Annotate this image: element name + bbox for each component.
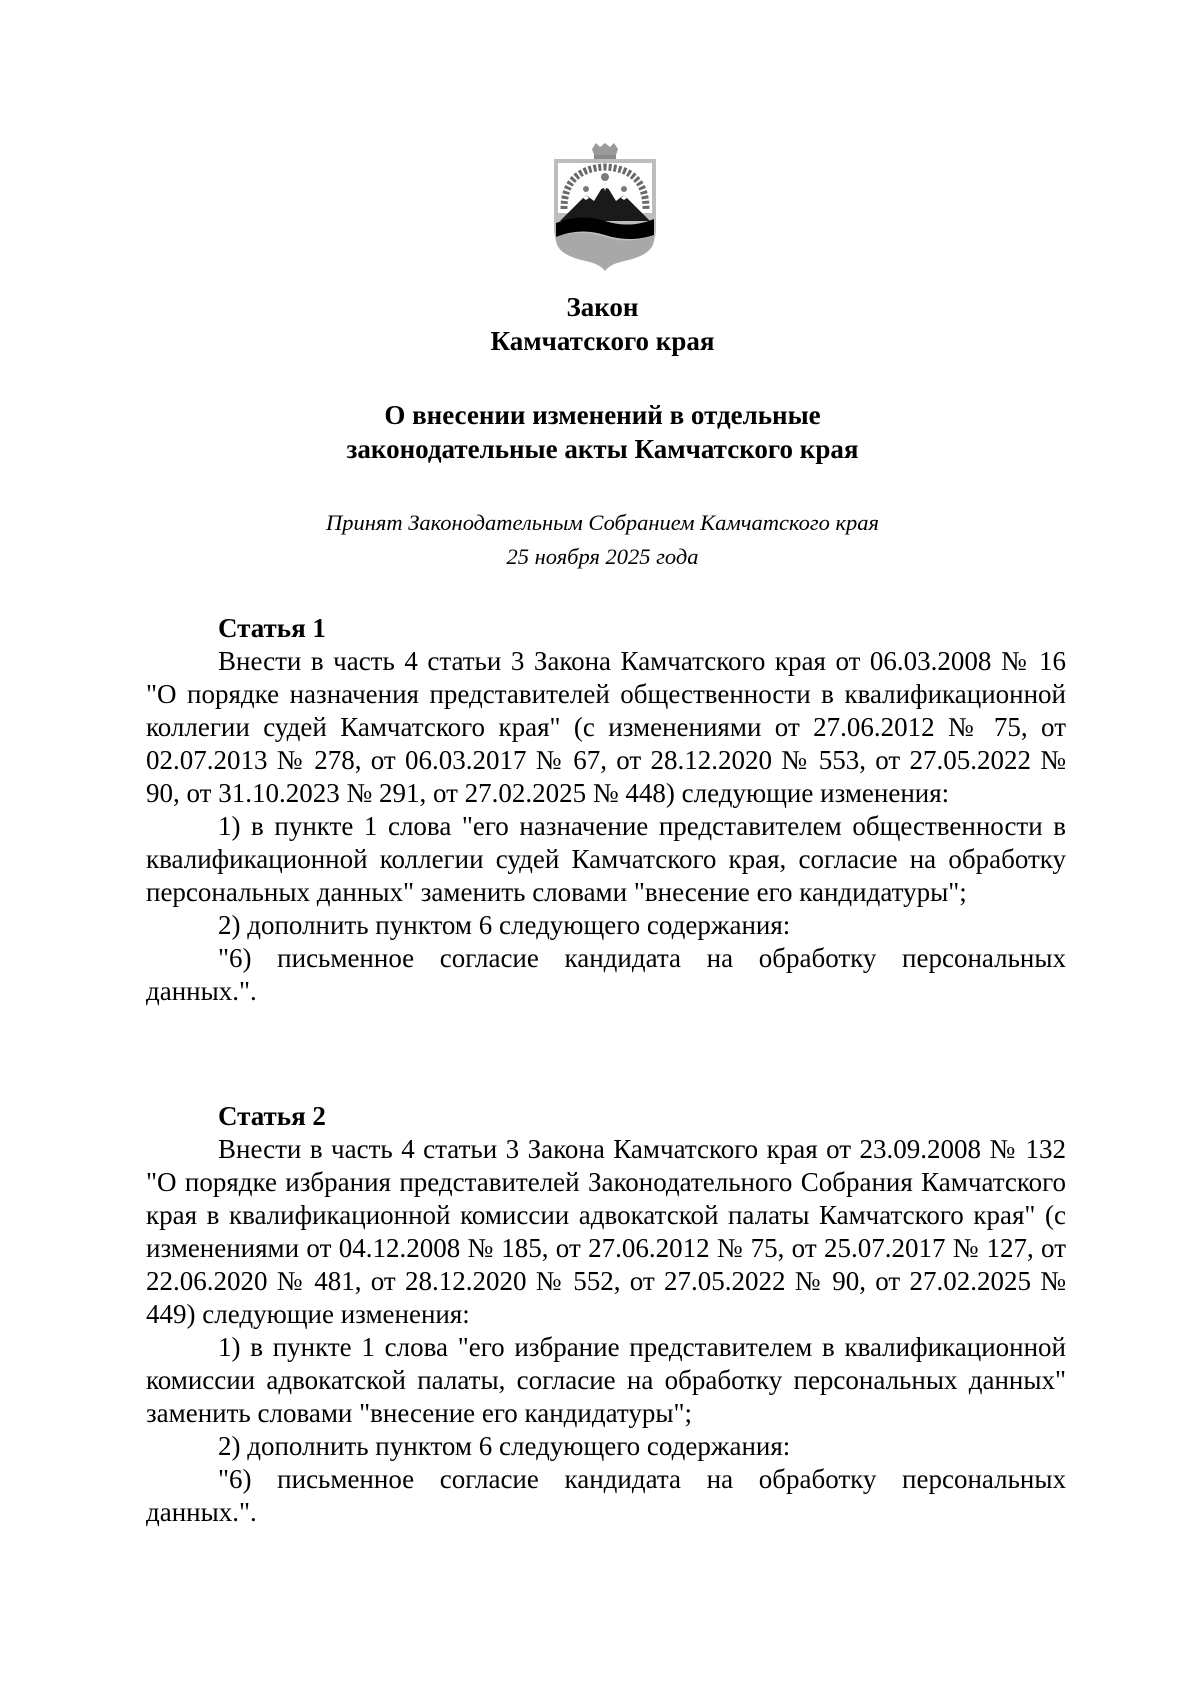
- article-heading: Статья 2: [218, 1101, 326, 1131]
- article-heading: Статья 1: [218, 613, 326, 643]
- article-paragraph: "6) письменное согласие кандидата на обработку персональных данных.".: [146, 1464, 1066, 1527]
- article-paragraph: Внести в часть 4 статьи 3 Закона Камчатского края от 23.09.2008 № 132 "О порядке избрания представителей Законодательного Собрания Камчатского края в квалификационной комиссии адвокатской палаты Камчатского края" (с изменениями от 04.12.2008 № 185, от 27.06.2012 № 75, от 25.07.2017 № 127, от 22.06.2020 № 481, от 28.12.2020 № 552, от 27.05.2022 № 90, от 27.02.2025 № 449) следующие изменения:: [146, 1134, 1066, 1329]
- article-2: [146, 1100, 1066, 1529]
- article-paragraph: 1) в пункте 1 слова "его избрание представителем в квалификационной комиссии адвокатской палаты, согласие на обработку персональных данных" заменить словами "внесение его кандидатуры";: [146, 1332, 1066, 1428]
- article-paragraph: "6) письменное согласие кандидата на обработку персональных данных.".: [146, 943, 1066, 1006]
- article-paragraph: Внести в часть 4 статьи 3 Закона Камчатского края от 06.03.2008 № 16 "О порядке назначения представителей общественности в квалификационной коллегии судей Камчатского края" (с изменениями от 27.06.2012 № 75, от 02.07.2013 № 278, от 06.03.2017 № 67, от 28.12.2020 № 553, от 27.05.2022 № 90, от 31.10.2023 № 291, от 27.02.2025 № 448) следующие изменения:: [146, 646, 1066, 808]
- law-title: [0, 290, 1200, 358]
- article-paragraph: 2) дополнить пунктом 6 следующего содержания:: [218, 910, 791, 940]
- article-paragraph: 1) в пункте 1 слова "его назначение представителем общественности в квалификационной коллегии судей Камчатского края, согласие на обработку персональных данных" заменить словами "внесение его кандидатуры";: [146, 811, 1066, 907]
- law-subject-line1: О внесении изменений в отдельные: [384, 400, 821, 430]
- law-subject: [0, 398, 1200, 466]
- kamchatka-coat-of-arms-icon: [550, 143, 660, 271]
- law-title-line1: Закон: [566, 292, 639, 322]
- article-1: [146, 612, 1066, 1008]
- law-title-line2: Камчатского края: [490, 326, 715, 356]
- law-subject-line2: законодательные акты Камчатского края: [346, 434, 859, 464]
- adoption-note: [0, 506, 1200, 574]
- adoption-note-line1: Принят Законодательным Собранием Камчатского края: [326, 510, 879, 535]
- article-paragraph: 2) дополнить пунктом 6 следующего содержания:: [218, 1431, 791, 1461]
- adoption-date: 25 ноября 2025 года: [506, 544, 699, 569]
